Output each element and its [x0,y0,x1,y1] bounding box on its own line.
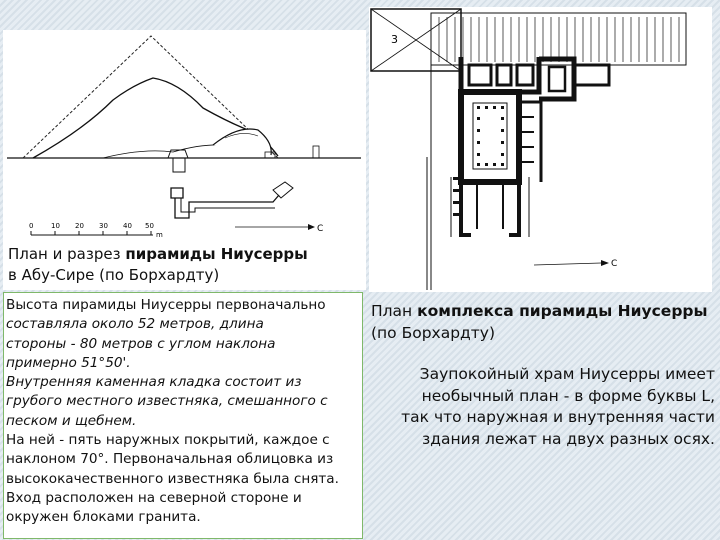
scale-label-30: 30 [99,222,108,230]
pyramid-description-text: Высота пирамиды Ниусерры первоначально составляла около 52 метров, длина стороны - 80 метров с углом наклона примерно 51°50'. Внутренняя каменная кладка состоит из грубого местного известняка, смешанного с песком и щебнем. На ней - пять наружных покрытий, каждое с наклоном 70°. Первоначальная облицовка из высококачественного известняка была снята. Вход расположен на северной стороне и окружен блоками гранита. [6,297,339,526]
scale-label-50: 50 [145,222,154,230]
pyramid-section-caption: План и разрез пирамиды Ниусерры в Абу-Сире (по Борхардту) [8,245,308,284]
temple-plan-figure [369,7,712,292]
scale-label-40: 40 [123,222,132,230]
pyramid-section-drawing [3,30,366,245]
temple-plan-drawing [369,7,712,292]
north-arrow-label: C [317,224,324,234]
plan-number: 3 [391,33,398,46]
scale-label-0: 0 [29,222,34,230]
temple-plan-caption: План комплекса пирамиды Ниусерры (по Борхардту) [371,302,708,342]
scale-unit: m [156,231,163,239]
scale-label-10: 10 [51,222,60,230]
temple-note-text: Заупокойный храм Ниусерры имеет необычный план - в форме буквы L, так что наружная и внутренняя части здания лежат на двух разных осях. [401,365,715,448]
scale-label-20: 20 [75,222,84,230]
plan-north-label: C [611,259,618,269]
